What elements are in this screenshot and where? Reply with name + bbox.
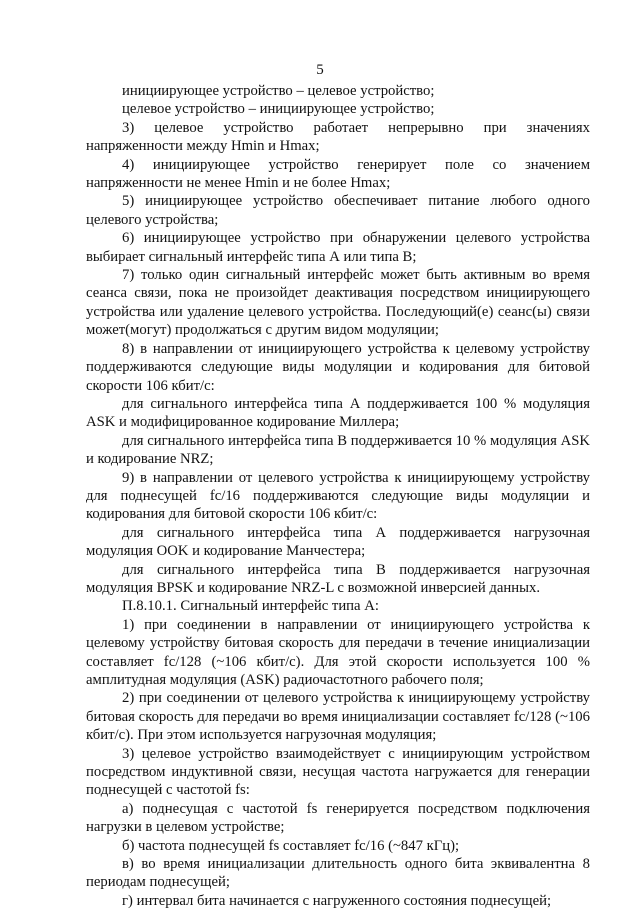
paragraph-6: 6) инициирующее устройство при обнаружении целевого устройства выбирает сигнальный интерфейс типа А или типа В; [86, 230, 590, 265]
paragraph-21: г) интервал бита начинается с нагруженного состояния поднесущей; [122, 892, 552, 909]
page-number: 5 [316, 62, 324, 78]
paragraph-18: а) поднесущая с частотой fs генерируется посредством подключения нагрузки в целевом устройстве; [86, 800, 590, 836]
paragraph-12: для сигнального интерфейса типа А поддерживается нагрузочная модуляция OOK и кодирование Манчестера; [86, 524, 590, 560]
paragraph-2: целевое устройство – инициирующее устройство; [122, 101, 435, 118]
paragraph-13: для сигнального интерфейса типа В поддерживается нагрузочная модуляция BPSK и кодирование NRZ-L с возможной инверсией данных. [86, 561, 590, 596]
paragraph-9: для сигнального интерфейса типа А поддерживается 100 % модуляция ASK и модифицированное кодирование Миллера; [86, 395, 590, 431]
document-body [86, 82, 590, 910]
paragraph-3: 3) целевое устройство работает непрерывно при значениях напряженности между Hmin и Hmax; [86, 119, 590, 155]
paragraph-20: в) во время инициализации длительность одного бита эквивалентна 8 периодам поднесущей; [86, 856, 590, 891]
paragraph-19: б) частота поднесущей fs составляет fc/16 (~847 кГц); [122, 837, 460, 854]
paragraph-17: 3) целевое устройство взаимодействует с инициирующим устройством посредством индуктивной связи, несущая частота нагружается для генерации поднесущей с частотой fs: [86, 745, 590, 799]
paragraph-7: 7) только один сигнальный интерфейс может быть активным во время сеанса связи, пока не произойдет деактивация посредством инициирующего устройства или удаление целевого устройства. Последующий(е) сеанс(ы) связи может(могут) продолжаться с другим видом модуляции; [86, 267, 590, 339]
paragraph-15: 1) при соединении в направлении от инициирующего устройства к целевому устройству битовая скорость для передачи в течение инициализации составляет fc/128 (~106 кбит/с). Для этой скорости используется 100 % амплитудная модуляция (ASK) радиочастотного рабочего поля; [86, 616, 590, 688]
section-heading: П.8.10.1. Сигнальный интерфейс типа А: [122, 598, 379, 615]
paragraph-10: для сигнального интерфейса типа В поддерживается 10 % модуляция ASK и кодирование NRZ; [86, 432, 590, 468]
paragraph-11: 9) в направлении от целевого устройства к инициирующему устройству для поднесущей fc/16 поддерживаются следующие виды модуляции и кодирования для битовой скорости 106 кбит/с: [86, 469, 590, 523]
paragraph-1: инициирующее устройство – целевое устройство; [122, 83, 435, 99]
paragraph-5: 5) инициирующее устройство обеспечивает питание любого одного целевого устройства; [86, 193, 590, 228]
paragraph-4: 4) инициирующее устройство генерирует поле со значением напряженности не менее Hmin и не более Hmax; [86, 156, 590, 192]
paragraph-8: 8) в направлении от инициирующего устройства к целевому устройству поддерживаются следующие виды модуляции и кодирования для битовой скорости 106 кбит/с: [86, 340, 590, 394]
paragraph-16: 2) при соединении от целевого устройства к инициирующему устройству битовая скорость для передачи во время инициализации составляет fc/128 (~106 кбит/с). При этом используется нагрузочная модуляция; [86, 690, 590, 744]
